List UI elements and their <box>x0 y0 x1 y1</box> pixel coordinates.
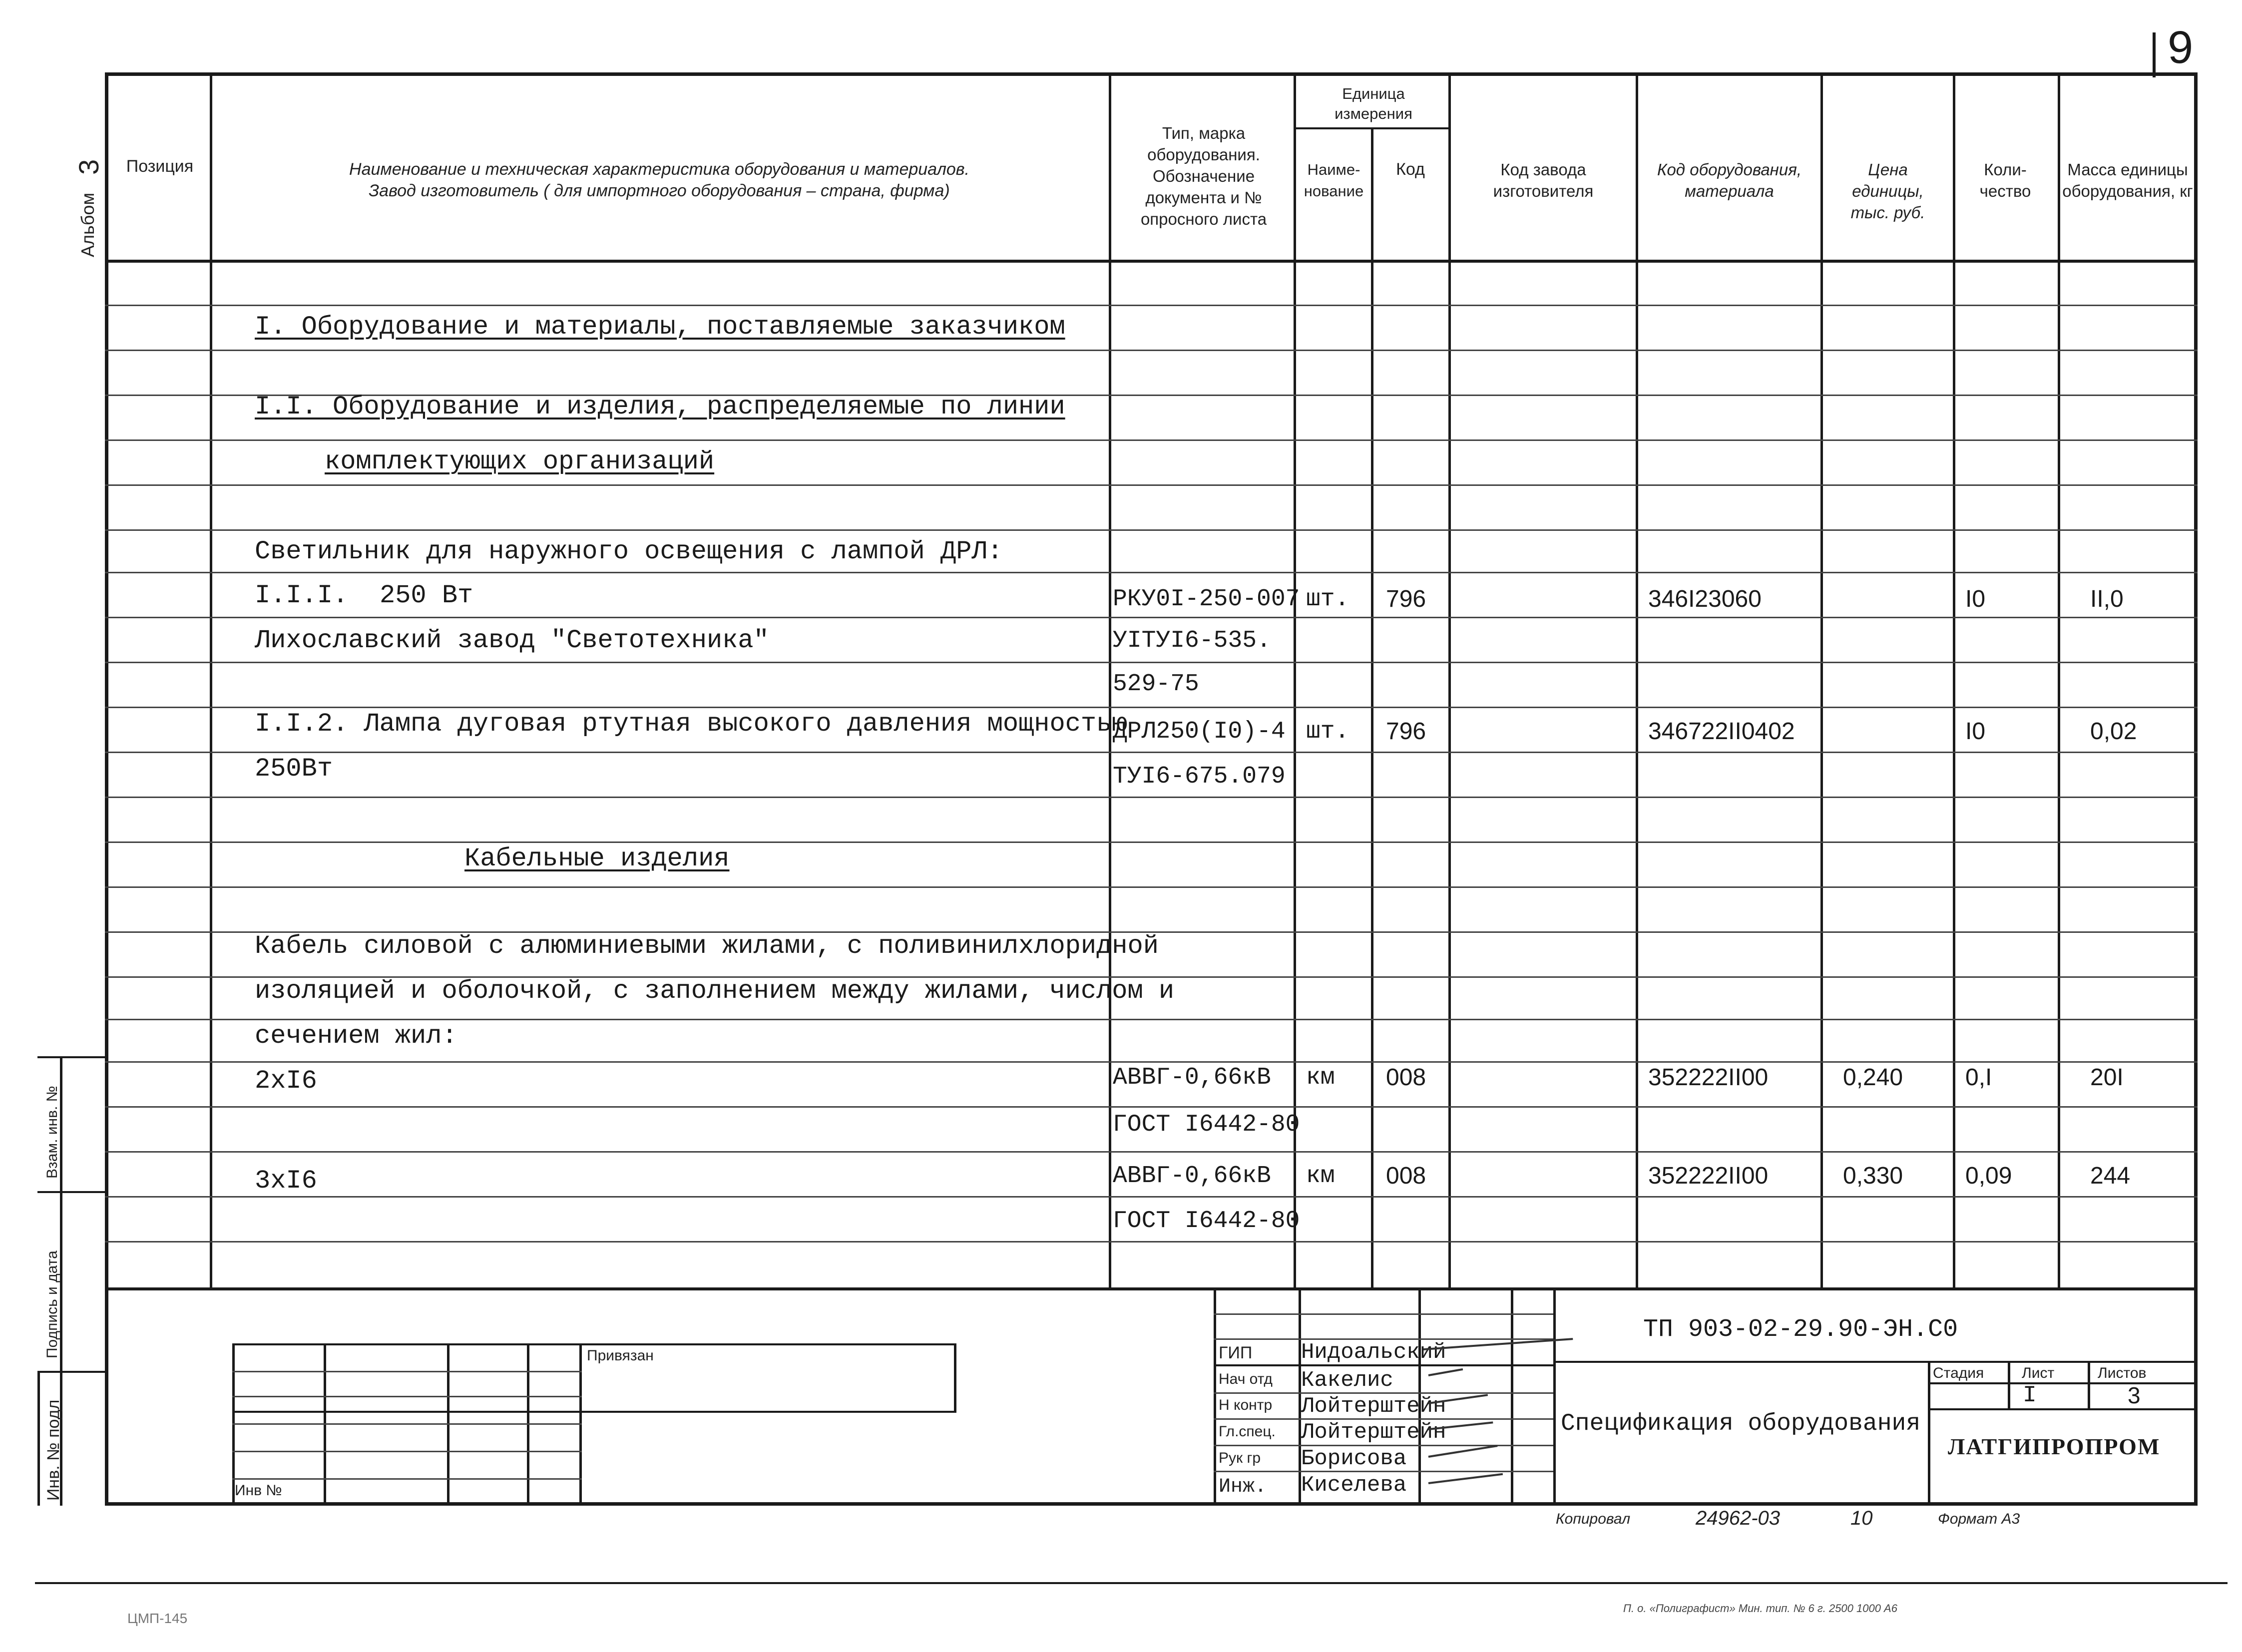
item-1-1-2-name: I.I.2. Лампа дуговая ртутная высокого давления мощностью <box>255 709 1128 739</box>
side-strip-div3 <box>37 1371 107 1373</box>
section-title-1-1: I.I. Оборудование и изделия, распределяемые по линии <box>255 392 1065 421</box>
tb-right-col2 <box>2008 1361 2010 1408</box>
cable-2x16-doc: ГОСТ I6442-80 <box>1113 1111 1300 1138</box>
tb-name-ruk-gr: Борисова <box>1301 1446 1407 1471</box>
tb-privyazan-right <box>954 1343 956 1411</box>
cable-3x16-price: 0,330 <box>1843 1163 1903 1189</box>
side-strip-div1 <box>37 1056 107 1058</box>
col-header-name <box>220 159 1099 202</box>
cable-3x16-name: 3хI6 <box>255 1166 317 1196</box>
row-line <box>105 1019 2198 1020</box>
tb-name-n-kontr: Лойтерштейн <box>1301 1394 1446 1419</box>
tb-inv-no-label: Инв № <box>235 1482 282 1499</box>
cable-2x16-code: 008 <box>1386 1064 1426 1091</box>
tb-role-n-kontr: Н контр <box>1219 1397 1273 1413</box>
col-header-name-line1: Наименование и техническая характеристика оборудования и материалов. <box>349 160 969 179</box>
tb-name-nach-otd: Какелис <box>1301 1368 1393 1393</box>
side-inv-no: Инв. № подл <box>44 1399 63 1501</box>
cable-3x16-type: АВВГ-0,66кВ <box>1113 1163 1271 1190</box>
cable-2x16-equip-code: 352222II00 <box>1648 1064 1769 1091</box>
tb-stamp-row <box>232 1423 582 1425</box>
cable-3x16-equip-code: 352222II00 <box>1648 1163 1769 1189</box>
tb-sheets-label: Листов <box>2098 1365 2147 1381</box>
row-line <box>105 484 2198 486</box>
col-header-mass: Масса единицы оборудования, кг <box>2062 160 2193 200</box>
item-1-1-1-doc: УIТУI6-535. <box>1113 627 1271 654</box>
tb-name-gl-spec: Лойтерштейн <box>1301 1420 1446 1445</box>
item-1-1-2-equip-code: 346722II0402 <box>1648 718 1795 745</box>
tb-role-gip: ГИП <box>1219 1343 1253 1362</box>
tb-right-row3 <box>1928 1408 2198 1410</box>
unit-header-divider <box>1294 127 1451 129</box>
col-header-name-line2: Завод изготовитель ( для импортного оборудования – страна, фирма) <box>369 181 950 200</box>
header-bottom-line <box>105 260 2198 263</box>
row-line <box>105 305 2198 306</box>
row-line <box>105 886 2198 888</box>
item-1-1-2-name-cont: 250Вт <box>255 754 333 784</box>
cable-3x16-doc: ГОСТ I6442-80 <box>1113 1208 1300 1235</box>
side-album-number: 3 <box>73 159 104 175</box>
row-line <box>105 841 2198 843</box>
item-1-1-2-type: ДРЛ250(I0)-4 <box>1113 718 1286 745</box>
tb-sheet-number: I <box>2023 1382 2037 1408</box>
item-1-1-2-mass: 0,02 <box>2090 718 2137 745</box>
side-sign-date: Подпись и дата <box>44 1250 60 1358</box>
tb-roles-col5 <box>1553 1288 1556 1506</box>
cable-2x16-type: АВВГ-0,66кВ <box>1113 1064 1271 1091</box>
tb-roles-col4 <box>1511 1288 1513 1506</box>
tb-right-col1 <box>1928 1361 1930 1506</box>
item-1-1-1-position: I.I.I. <box>255 581 349 610</box>
tb-stamp-row <box>232 1396 582 1397</box>
item-1-1-2-doc: ТУI6-675.079 <box>1113 763 1286 790</box>
item-1-1-1-equip-code: 346I23060 <box>1648 586 1762 612</box>
tb-privyazan-label: Привязан <box>587 1347 654 1364</box>
copied-number: 24962-03 <box>1696 1507 1781 1529</box>
row-line <box>105 662 2198 663</box>
tb-stamp-row <box>232 1478 582 1480</box>
tb-role-nach-otd: Нач отд <box>1219 1371 1273 1387</box>
row-line <box>105 529 2198 531</box>
row-line <box>105 1241 2198 1242</box>
cable-2x16-unit: км <box>1306 1064 1335 1091</box>
cable-3x16-qty: 0,09 <box>1965 1163 2012 1189</box>
col-header-type: Тип, марка оборудования. Обозначение документа и № опросного листа <box>1140 124 1267 228</box>
page-number-bar <box>2153 32 2156 77</box>
format-label: Формат А3 <box>1938 1511 2020 1527</box>
section-title-1-1-cont: комплектующих организаций <box>325 447 715 476</box>
item-1-1-1-maker: Лихославский завод "Светотехника" <box>255 626 769 655</box>
cable-3x16-mass: 244 <box>2090 1163 2131 1189</box>
side-vzam: Взам. инв. № <box>44 1086 60 1179</box>
col-header-plant-code: Код завода изготовителя <box>1493 160 1594 200</box>
cable-2x16-name: 2хI6 <box>255 1066 317 1096</box>
tb-roles-left <box>1214 1288 1216 1506</box>
tb-role-ruk-gr: Рук гр <box>1219 1450 1261 1466</box>
side-album-label: Альбом <box>77 192 98 257</box>
item-1-1-1-qty: I0 <box>1965 586 1986 612</box>
col-header-position: Позиция <box>126 157 194 176</box>
tb-role-gl-spec: Гл.спец. <box>1219 1423 1276 1440</box>
row-line <box>105 439 2198 441</box>
cable-desc-line1: Кабель силовой с алюминиевыми жилами, с поливинилхлоридной <box>255 931 1159 961</box>
section-cable-products: Кабельные изделия <box>464 844 730 873</box>
cable-desc-line2: изоляцией и оболочкой, с заполнением между жилами, числом и <box>255 976 1175 1006</box>
col-header-unit: Единица измерения <box>1335 85 1412 122</box>
copied-10: 10 <box>1850 1507 1873 1529</box>
tb-name-gip: Нидоальский <box>1301 1340 1446 1365</box>
bottom-rule <box>35 1582 2228 1584</box>
cable-3x16-code: 008 <box>1386 1163 1426 1189</box>
row-line <box>105 1106 2198 1108</box>
row-line <box>105 1196 2198 1198</box>
tb-stage-label: Стадия <box>1933 1365 1984 1381</box>
item-1-1-1-code: 796 <box>1386 586 1426 612</box>
tb-sheets-count: 3 <box>2128 1382 2141 1408</box>
item-luminaire-title: Светильник для наружного освещения с лампой ДРЛ: <box>255 537 1003 566</box>
item-1-1-2-unit: шт. <box>1306 718 1349 745</box>
tb-name-inzh: Киселева <box>1301 1473 1407 1498</box>
tb-privyazan-bottom <box>232 1411 956 1413</box>
tb-sheet-label: Лист <box>2022 1365 2055 1381</box>
copied-label: Копировал <box>1556 1511 1631 1527</box>
item-1-1-2-qty: I0 <box>1965 718 1986 745</box>
item-1-1-1-name: 250 Вт <box>380 581 473 610</box>
side-strip-div2 <box>37 1191 107 1193</box>
item-1-1-1-type: РКУ0I-250-007 <box>1113 586 1300 613</box>
tb-organization: ЛАТГИПРОПРОМ <box>1948 1434 2161 1459</box>
tb-role-inzh: Инж. <box>1219 1476 1267 1498</box>
row-line <box>105 1151 2198 1153</box>
tb-document-code: ТП 903-02-29.90-ЭН.С0 <box>1643 1315 1958 1344</box>
tb-right-row2 <box>1928 1382 2198 1384</box>
row-line <box>105 707 2198 708</box>
row-line <box>105 797 2198 798</box>
tb-stamp-row <box>232 1371 582 1372</box>
item-1-1-1-unit: шт. <box>1306 586 1349 613</box>
row-line <box>105 752 2198 753</box>
tb-privyazan-top <box>232 1343 956 1345</box>
row-line <box>105 350 2198 351</box>
cable-2x16-qty: 0,I <box>1965 1064 1992 1091</box>
cable-2x16-mass: 20I <box>2090 1064 2124 1091</box>
tb-right-row1 <box>1553 1361 2198 1363</box>
item-1-1-2-code: 796 <box>1386 718 1426 745</box>
col-header-unit-code: Код <box>1396 160 1425 179</box>
row-line <box>105 572 2198 573</box>
tb-stamp-row <box>232 1451 582 1452</box>
tb-document-title: Спецификация оборудования <box>1561 1410 1921 1437</box>
bottom-left-code: ЦМП-145 <box>127 1611 188 1626</box>
cable-desc-line3: сечением жил: <box>255 1021 457 1051</box>
item-1-1-1-doc-cont: 529-75 <box>1113 671 1199 698</box>
row-line <box>105 617 2198 618</box>
section-title-1: I. Оборудование и материалы, поставляемые заказчиком <box>255 312 1065 342</box>
col-header-qty: Коли-чество <box>1979 160 2031 200</box>
col-header-unit-name: Наиме-нование <box>1304 161 1364 200</box>
col-header-price: Цена единицы, тыс. руб. <box>1850 160 1925 222</box>
col-header-equip-code: Код оборудования, материала <box>1657 160 1801 200</box>
table-bottom-line <box>105 1287 2198 1290</box>
bottom-right-printer: П. о. «Полиграфист» Мин. тип. № 6 г. 2500 1000 А6 <box>1623 1602 1897 1615</box>
tb-roles-row <box>1214 1313 1553 1315</box>
page-number: 9 <box>2168 22 2194 73</box>
side-strip-left <box>37 1371 40 1506</box>
tb-right-col3 <box>2088 1361 2090 1408</box>
cable-3x16-unit: км <box>1306 1163 1335 1190</box>
item-1-1-1-mass: II,0 <box>2090 586 2124 612</box>
cable-2x16-price: 0,240 <box>1843 1064 1903 1091</box>
